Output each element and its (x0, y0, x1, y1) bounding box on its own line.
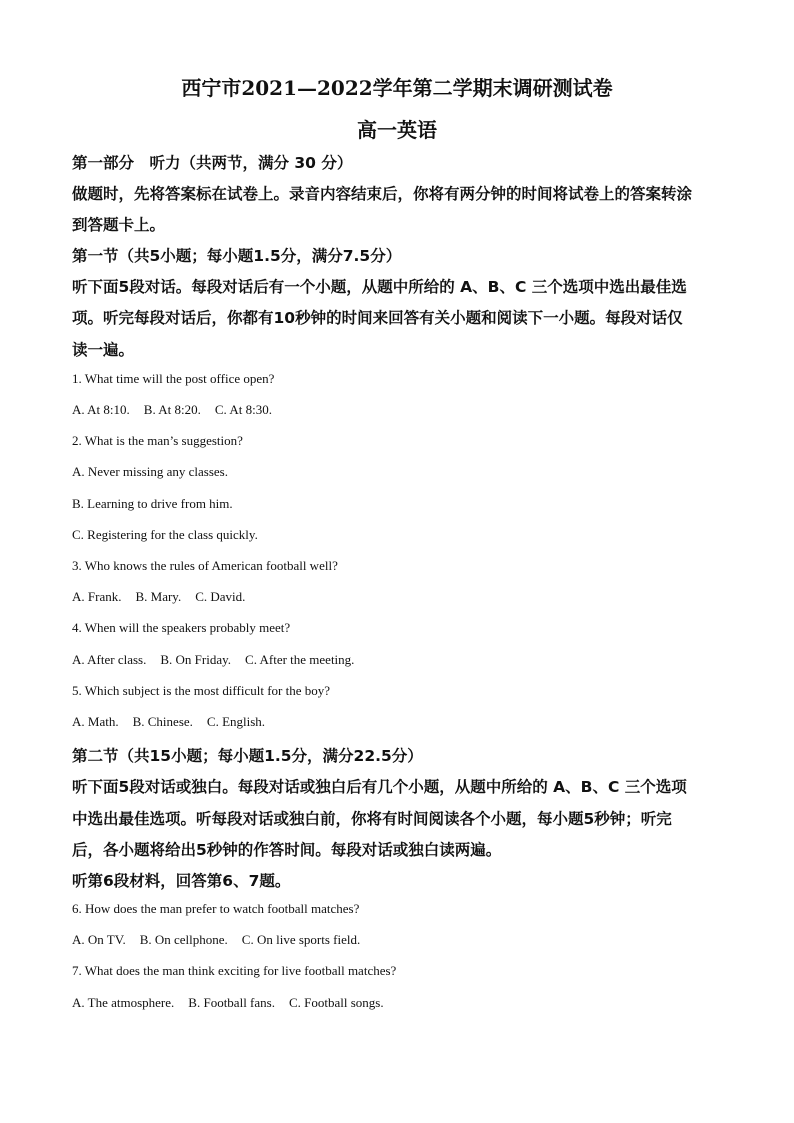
question-2: 2. What is the man’s suggestion? (72, 433, 243, 448)
question-6: 6. How does the man prefer to watch football matches? (72, 901, 360, 916)
question-1: 1. What time will the post office open? (72, 371, 275, 386)
section1-heading: 第一节（共5小题；每小题1.5分，满分7.5分） (72, 247, 402, 265)
question-3-options (72, 589, 259, 605)
option-c: C. On live sports field. (241, 932, 361, 947)
question-2-option-b: B. Learning to drive from him. (72, 496, 233, 511)
option-c: C. After the meeting. (245, 652, 355, 667)
section2-heading: 第二节（共15小题；每小题1.5分，满分22.5分） (72, 747, 423, 765)
question-3: 3. Who knows the rules of American football well? (72, 558, 338, 573)
option-a: A. Frank. (72, 589, 122, 604)
question-4: 4. When will the speakers probably meet? (72, 620, 291, 635)
option-c: C. At 8:30. (214, 402, 272, 417)
question-5: 5. Which subject is the most difficult for the boy? (72, 683, 331, 698)
question-7-options (72, 995, 398, 1011)
question-6-options (72, 932, 374, 948)
option-a: A. At 8:10. (72, 402, 130, 417)
option-c: C. English. (206, 714, 266, 729)
section2-instruction-line: 中选出最佳选项。听每段对话或独白前，你将有时间阅读各个小题，每小题5秒钟；听完 (72, 810, 672, 828)
option-a: A. After class. (72, 652, 147, 667)
option-b: B. Chinese. (132, 714, 193, 729)
question-5-options (72, 714, 279, 730)
section1-instruction-line: 项。听完每段对话后，你都有10秒钟的时间来回答有关小题和阅读下一小题。每段对话仅 (72, 309, 683, 327)
material-6-heading: 听第6段材料，回答第6、7题。 (72, 872, 291, 890)
question-1-options (72, 402, 286, 418)
question-2-option-c: C. Registering for the class quickly. (72, 527, 258, 542)
section2-instruction-line: 后，各小题将给出5秒钟的作答时间。每段对话或独白读两遍。 (72, 841, 502, 859)
option-c: C. Football songs. (288, 995, 384, 1010)
option-b: B. Football fans. (188, 995, 275, 1010)
question-4-options (72, 652, 368, 668)
question-7: 7. What does the man think exciting for live football matches? (72, 963, 397, 978)
option-b: B. Mary. (135, 589, 182, 604)
exam-title: 西宁市2021—2022学年第二学期末调研测试卷 (181, 76, 613, 100)
part1-heading: 第一部分 听力（共两节，满分 30 分） (72, 154, 353, 172)
section2-instruction-line: 听下面5段对话或独白。每段对话或独白后有几个小题，从题中所给的 A、B、C 三个选项 (72, 778, 687, 796)
option-a: A. The atmosphere. (72, 995, 175, 1010)
option-b: B. On Friday. (160, 652, 232, 667)
section1-instruction-line: 听下面5段对话。每段对话后有一个小题，从题中所给的 A、B、C 三个选项中选出最佳选 (72, 278, 687, 296)
option-b: B. On cellphone. (139, 932, 228, 947)
section1-instruction-line: 读一遍。 (72, 341, 135, 359)
part1-instruction-line: 做题时，先将答案标在试卷上。录音内容结束后，你将有两分钟的时间将试卷上的答案转涂 (72, 185, 693, 203)
option-a: A. On TV. (72, 932, 126, 947)
option-b: B. At 8:20. (143, 402, 201, 417)
option-a: A. Math. (72, 714, 119, 729)
exam-subtitle: 高一英语 (357, 118, 437, 142)
question-2-option-a: A. Never missing any classes. (72, 464, 228, 479)
part1-instruction-line: 到答题卡上。 (72, 216, 166, 234)
option-c: C. David. (195, 589, 246, 604)
